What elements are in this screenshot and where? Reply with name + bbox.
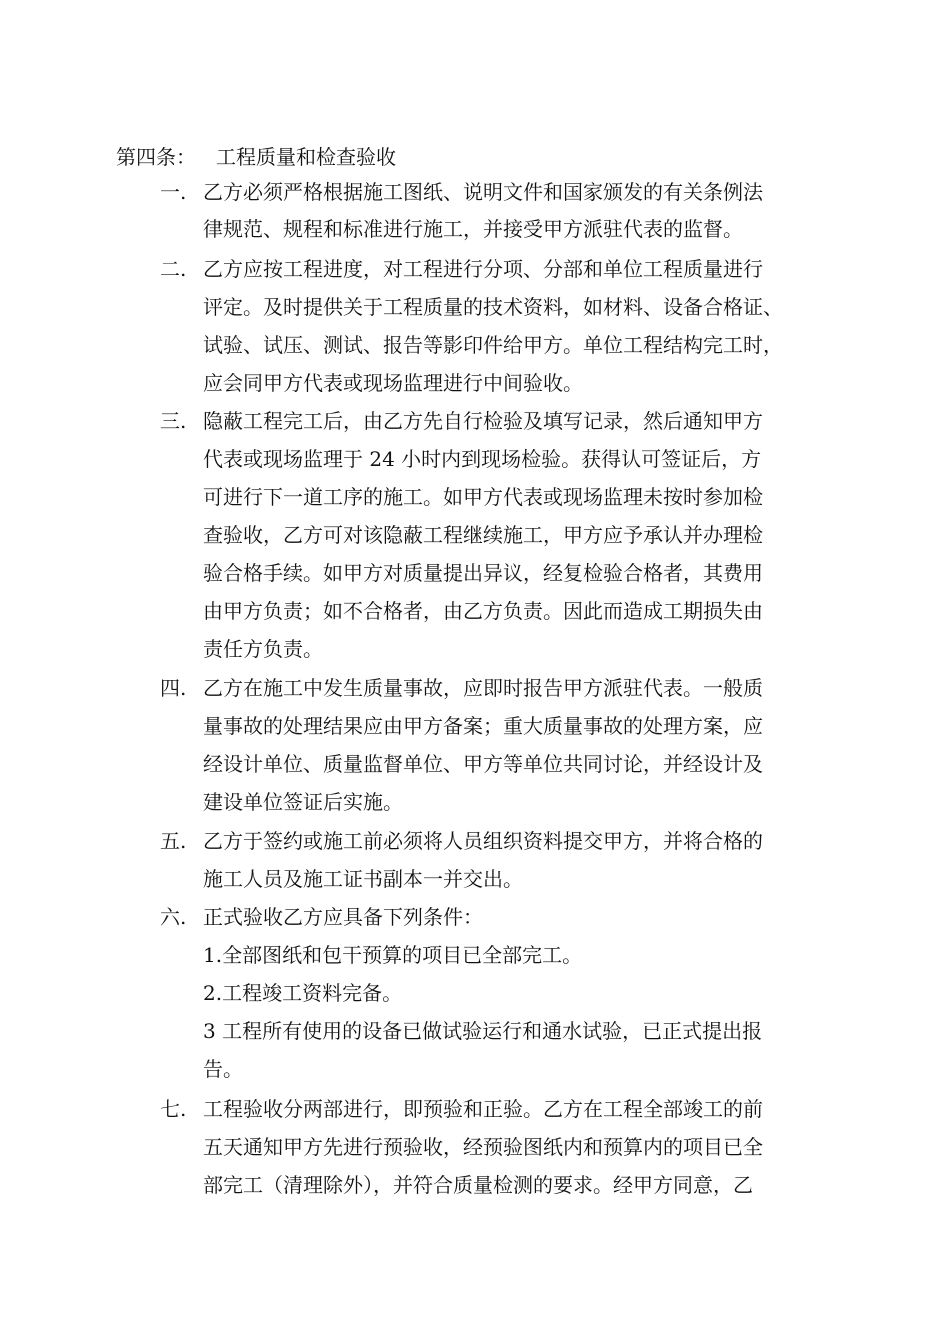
item-text-line: 建设单位签证后实施。 xyxy=(203,790,403,814)
condition-line: 告。 xyxy=(203,1057,243,1081)
item-text-line: 施工人员及施工证书副本一并交出。 xyxy=(203,867,523,891)
item-number: 五. xyxy=(160,829,187,853)
item-text-line: 正式验收乙方应具备下列条件： xyxy=(203,905,483,929)
item-text-line: 评定。及时提供关于工程质量的技术资料，如材料、设备合格证、 xyxy=(203,295,783,319)
item-text-line: 律规范、规程和标准进行施工，并接受甲方派驻代表的监督。 xyxy=(203,217,743,241)
article-heading xyxy=(116,142,396,172)
item-number: 四. xyxy=(160,676,187,700)
item-text-line: 试验、试压、测试、报告等影印件给甲方。单位工程结构完工时， xyxy=(203,333,783,357)
item-text-line: 乙方在施工中发生质量事故，应即时报告甲方派驻代表。一般质 xyxy=(203,676,763,700)
item-text-line: 查验收，乙方可对该隐蔽工程继续施工，甲方应予承认并办理检 xyxy=(203,523,763,547)
item-number: 二. xyxy=(160,257,187,281)
item-text-line: 验合格手续。如甲方对质量提出异议，经复检验合格者，其费用 xyxy=(203,561,763,585)
condition-line: 3 工程所有使用的设备已做试验运行和通水试验，已正式提出报 xyxy=(203,1019,763,1043)
item-text-line: 乙方应按工程进度，对工程进行分项、分部和单位工程质量进行 xyxy=(203,257,763,281)
item-text-line: 部完工（清理除外），并符合质量检测的要求。经甲方同意，乙 xyxy=(203,1173,753,1197)
condition-line: 1.全部图纸和包干预算的项目已全部完工。 xyxy=(203,943,583,967)
item-text-line: 五天通知甲方先进行预验收，经预验图纸内和预算内的项目已全 xyxy=(203,1135,763,1159)
item-text-line: 责任方负责。 xyxy=(203,637,323,661)
item-text-line: 乙方必须严格根据施工图纸、说明文件和国家颁发的有关条例法 xyxy=(203,180,763,204)
item-number: 三. xyxy=(160,409,187,433)
item-text-line: 工程验收分两部进行，即预验和正验。乙方在工程全部竣工的前 xyxy=(203,1097,763,1121)
item-number: 一. xyxy=(160,180,187,204)
item-text-line: 代表或现场监理于 24 小时内到现场检验。获得认可签证后，方 xyxy=(203,447,762,471)
item-text-line: 应会同甲方代表或现场监理进行中间验收。 xyxy=(203,371,583,395)
item-number: 七. xyxy=(160,1097,187,1121)
item-text-line: 乙方于签约或施工前必须将人员组织资料提交甲方，并将合格的 xyxy=(203,829,763,853)
item-text-line: 量事故的处理结果应由甲方备案；重大质量事故的处理方案，应 xyxy=(203,714,763,738)
item-number: 六. xyxy=(160,905,187,929)
condition-line: 2.工程竣工资料完备。 xyxy=(203,981,403,1005)
item-text-line: 经设计单位、质量监督单位、甲方等单位共同讨论，并经设计及 xyxy=(203,752,763,776)
article-title: 工程质量和检查验收 xyxy=(216,145,396,169)
item-text-line: 由甲方负责；如不合格者，由乙方负责。因此而造成工期损失由 xyxy=(203,599,763,623)
item-text-line: 可进行下一道工序的施工。如甲方代表或现场监理未按时参加检 xyxy=(203,485,763,509)
article-label: 第四条： xyxy=(116,145,196,169)
item-text-line: 隐蔽工程完工后，由乙方先自行检验及填写记录，然后通知甲方 xyxy=(203,409,763,433)
